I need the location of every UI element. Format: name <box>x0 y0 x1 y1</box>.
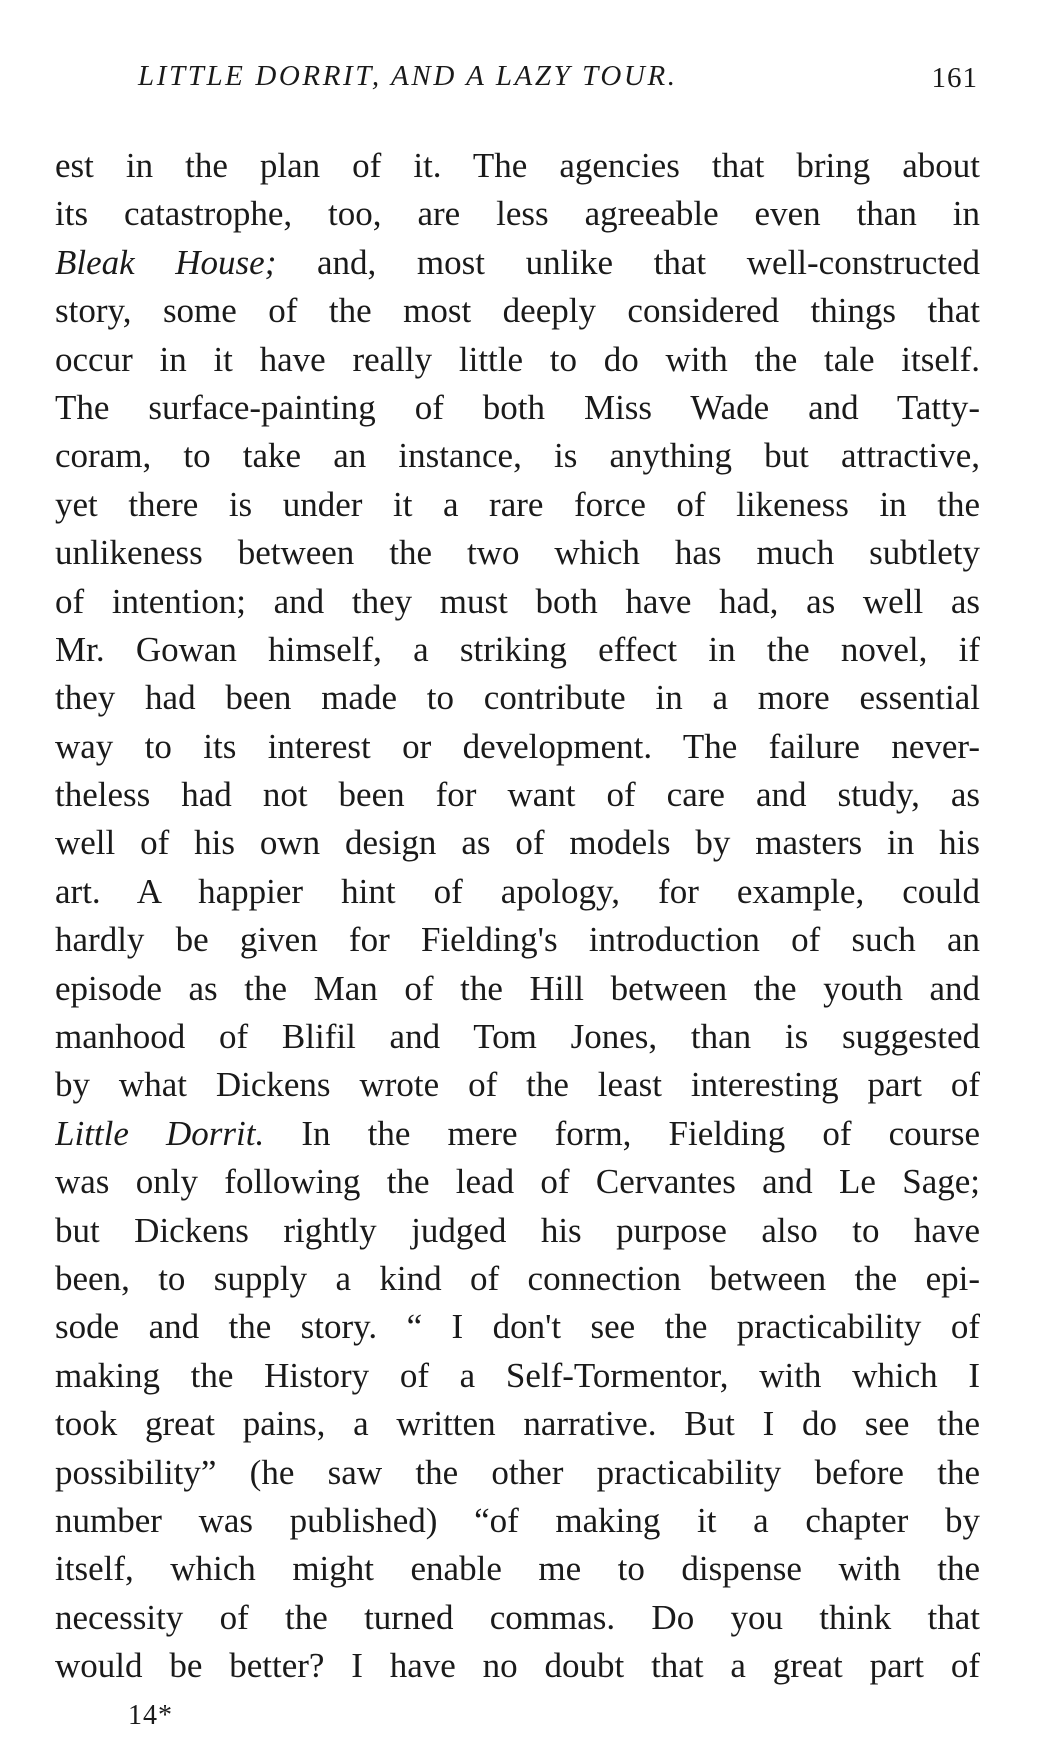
page-number: 161 <box>931 62 978 94</box>
text-line <box>55 626 980 674</box>
text-line <box>55 1594 980 1642</box>
text-line <box>55 1642 980 1690</box>
text-line <box>55 1545 980 1593</box>
text-line <box>55 287 980 335</box>
line-text: making the History of a Self-Tormentor, with which I <box>55 1355 980 1395</box>
line-text: episode as the Man of the Hill between the youth and <box>55 968 980 1008</box>
line-text: art. A happier hint of apology, for example, could <box>55 871 980 911</box>
line-text: of intention; and they must both have had, as well as <box>55 581 980 621</box>
text-line <box>55 674 980 722</box>
text-line <box>55 723 980 771</box>
text-line <box>55 1110 980 1158</box>
text-line <box>55 142 980 190</box>
line-text: would be better? I have no doubt that a great part of <box>55 1646 980 1686</box>
text-line <box>55 239 980 287</box>
text-line <box>55 1013 980 1061</box>
line-text: number was published) “of making it a chapter by <box>55 1500 980 1540</box>
text-line <box>55 1352 980 1400</box>
line-text: manhood of Blifil and Tom Jones, than is suggested <box>55 1017 980 1057</box>
line-text: yet there is under it a rare force of likeness in the <box>55 484 980 524</box>
line-text: took great pains, a written narrative. But I do see the <box>55 1404 980 1444</box>
line-text: sode and the story. “ I don't see the practicability of <box>55 1307 980 1347</box>
text-line <box>55 771 980 819</box>
text-line <box>55 1061 980 1109</box>
line-text: was only following the lead of Cervantes and Le Sage; <box>55 1162 980 1202</box>
line-text: way to its interest or development. The failure never- <box>55 726 980 766</box>
line-text: they had been made to contribute in a more essential <box>55 678 980 718</box>
line-text: The surface-painting of both Miss Wade and Tatty- <box>55 387 980 427</box>
text-line <box>55 1497 980 1545</box>
line-text: unlikeness between the two which has much subtlety <box>55 533 980 573</box>
text-line <box>55 819 980 867</box>
line-text: been, to supply a kind of connection between the epi- <box>55 1258 980 1298</box>
signature-mark: 14* <box>128 1700 173 1731</box>
italic-title-text: Bleak House; <box>55 242 277 282</box>
text-line <box>55 384 980 432</box>
line-text: and, most unlike that well-constructed <box>276 242 980 282</box>
line-text: but Dickens rightly judged his purpose also to have <box>55 1210 980 1250</box>
text-line <box>55 965 980 1013</box>
text-line <box>55 432 980 480</box>
text-line <box>55 578 980 626</box>
line-text: coram, to take an instance, is anything but attractive, <box>55 436 980 476</box>
text-line <box>55 916 980 964</box>
text-line <box>55 1207 980 1255</box>
text-line <box>55 1303 980 1351</box>
text-line <box>55 868 980 916</box>
running-head <box>138 60 978 104</box>
line-text: itself, which might enable me to dispense with the <box>55 1549 980 1589</box>
line-text: est in the plan of it. The agencies that bring about <box>55 146 980 185</box>
text-line <box>55 190 980 238</box>
line-text: story, some of the most deeply considered things that <box>55 291 980 331</box>
line-text: theless had not been for want of care and study, as <box>55 775 980 815</box>
line-text: hardly be given for Fielding's introduction of such an <box>55 920 980 960</box>
line-text: necessity of the turned commas. Do you think that <box>55 1597 980 1637</box>
text-line <box>55 1158 980 1206</box>
line-text: In the mere form, Fielding of course <box>264 1113 980 1153</box>
text-line <box>55 529 980 577</box>
line-text: occur in it have really little to do with the tale itself. <box>55 339 980 379</box>
text-line <box>55 1449 980 1497</box>
line-text: its catastrophe, too, are less agreeable even than in <box>55 194 980 234</box>
line-text: by what Dickens wrote of the least interesting part of <box>55 1065 980 1105</box>
line-text: Mr. Gowan himself, a striking effect in the novel, if <box>55 629 980 669</box>
line-text: possibility” (he saw the other practicability before the <box>55 1452 980 1492</box>
italic-title-text: Little Dorrit. <box>55 1113 265 1153</box>
text-line <box>55 481 980 529</box>
text-line <box>55 1255 980 1303</box>
line-text: well of his own design as of models by masters in his <box>55 823 980 863</box>
text-line <box>55 336 980 384</box>
running-title: LITTLE DORRIT, AND A LAZY TOUR. <box>138 60 678 92</box>
body-text <box>55 142 980 1691</box>
text-line <box>55 1400 980 1448</box>
